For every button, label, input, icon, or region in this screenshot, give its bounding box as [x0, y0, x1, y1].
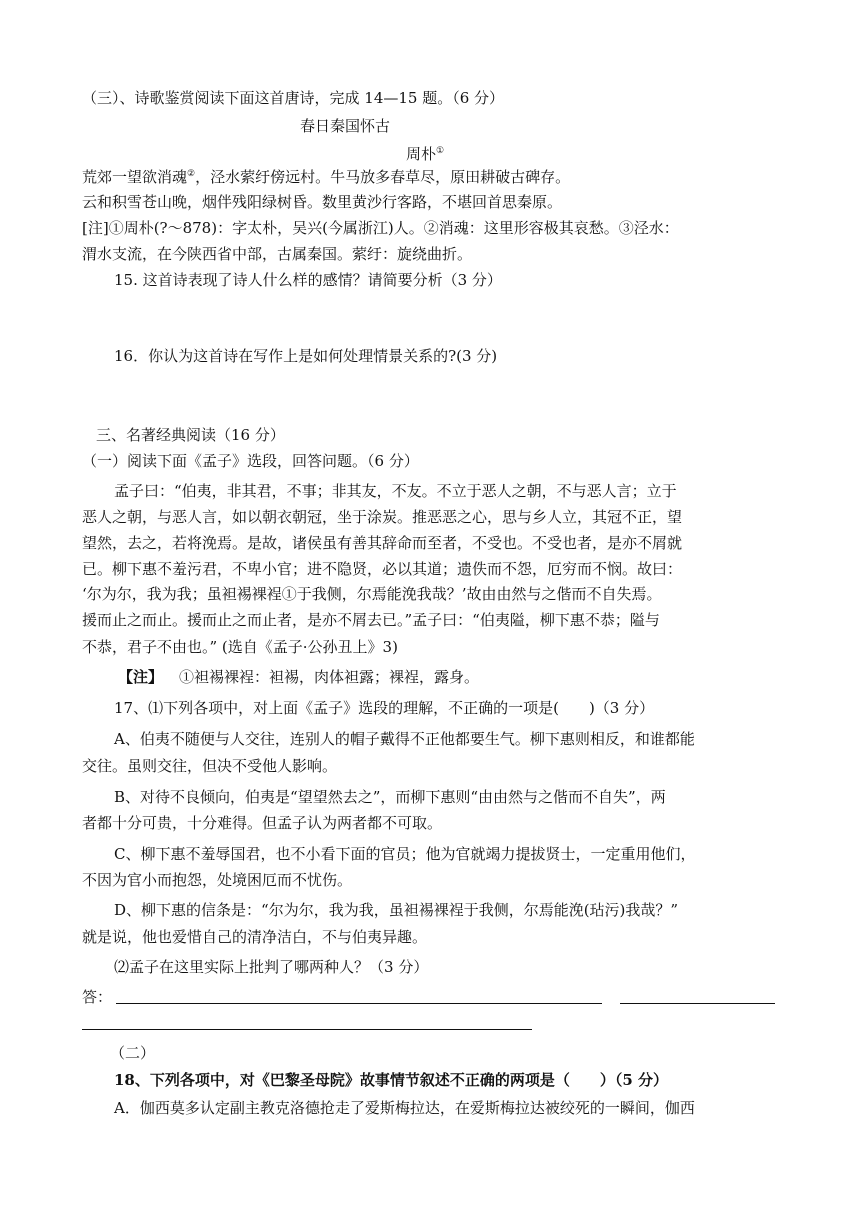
option-d-line-2: 就是说，他也爱惜自己的清净洁白，不与伯夷异趣。: [82, 928, 428, 946]
classics-sub-2: （二）: [110, 1044, 156, 1062]
poem-note-line-1: [注]①周朴(?～878)：字太朴，吴兴(今属浙江)人。②消魂：这里形容极其哀愁。③泾水：: [82, 219, 679, 237]
passage-line: 孟子曰：“伯夷，非其君，不事；非其友，不友。不立于恶人之朝，不与恶人言；立于: [114, 482, 677, 500]
poem-note-line-2: 渭水支流，在今陕西省中部，古属秦国。萦纡：旋绕曲折。: [82, 245, 473, 263]
option-b-line-1: B、对待不良倾向，伯夷是“望望然去之”，而柳下惠则“由由然与之偕而不自失”，两: [114, 788, 666, 806]
passage-line: 已。柳下惠不羞污君，不卑小官；进不隐贤，必以其道；遗佚而不怨，厄穷而不悯。故曰：: [82, 560, 683, 578]
poem-line-1-b: ，泾水萦纡傍远村。牛马放多春草尽，原田耕破古碑存。: [195, 168, 571, 186]
question-17-2: ⑵孟子在这里实际上批判了哪两种人？（3 分）: [114, 958, 429, 976]
poem-section-heading: （三）、诗歌鉴赏阅读下面这首唐诗，完成 14—15 题。（6 分）: [82, 89, 505, 107]
poem-title: 春日秦国怀古: [300, 117, 391, 135]
passage-line: 望然，去之，若将浼焉。是故，诸侯虽有善其辞命而至者，不受也。不受也者，是亦不屑就: [82, 534, 683, 552]
note-label: 【注】: [118, 668, 164, 686]
classics-section-heading: 三、名著经典阅读（16 分）: [96, 426, 285, 444]
classics-sub-1: （一）阅读下面《孟子》选段，回答问题。（6 分）: [82, 452, 419, 470]
poem-author: [406, 141, 444, 164]
passage-note: [118, 667, 479, 687]
option-a-line-2: 交往。虽则交往，但决不受他人影响。: [82, 757, 338, 775]
poem-line-1-a: 荒郊一望欲消魂: [82, 168, 188, 186]
passage-line: 援而止之而止。援而止之而止者，是亦不屑去已。”孟子曰：“伯夷隘，柳下惠不恭；隘与: [82, 611, 660, 629]
option-c-line-1: C、柳下惠不羞辱国君，也不小看下面的官员；他为官就竭力提拔贤士，一定重用他们，: [114, 845, 696, 863]
question-17-1: 17、⑴下列各项中，对上面《孟子》选段的理解，不正确的一项是( )（3 分）: [114, 699, 655, 717]
passage-line: 恶人之朝，与恶人言，如以朝衣朝冠，坐于涂炭。推恶恶之心，思与乡人立，其冠不正，望: [82, 508, 683, 526]
option-b-line-2: 者都十分可贵，十分难得。但孟子认为两者都不可取。: [82, 814, 443, 832]
question-15: 15. 这首诗表现了诗人什么样的感情？请简要分析（3 分）: [114, 271, 502, 289]
option-a-line-1: A、伯夷不随便与人交往，连别人的帽子戴得不正他都要生气。柳下惠则相反，和谁都能: [114, 730, 695, 748]
poem-line-1: [82, 164, 570, 187]
poem-line-2: 云和积雪苍山晚，烟伴残阳绿树昏。数里黄沙行客路，不堪回首思秦原。: [82, 193, 563, 211]
answer-line[interactable]: [620, 1003, 775, 1004]
question-16: 16．你认为这首诗在写作上是如何处理情景关系的?(3 分): [114, 347, 498, 365]
poem-author-name: 周朴: [406, 145, 437, 163]
option-c-line-2: 不因为官小而抱怨，处境困厄而不忧伤。: [82, 871, 353, 889]
footnote-mark: ②: [187, 169, 196, 179]
question-18-option-a: A．伽西莫多认定副主教克洛德抢走了爱斯梅拉达，在爱斯梅拉达被绞死的一瞬间，伽西: [114, 1099, 695, 1117]
option-d-line-1: D、柳下惠的信条是：“尔为尔，我为我，虽袒裼裸裎于我侧，尔焉能浼(玷污)我哉？”: [114, 901, 679, 919]
note-text: ①袒裼裸裎：袒裼，肉体袒露；裸裎，露身。: [179, 668, 480, 686]
passage-line: ‘尔为尔，我为我；虽袒裼裸裎①于我侧，尔焉能浼我哉？’故由由然与之偕而不自失焉。: [82, 585, 662, 603]
passage-line: 不恭，君子不由也。” (选自《孟子·公孙丑上》3): [82, 638, 398, 656]
answer-line[interactable]: [116, 1003, 602, 1004]
footnote-mark: ①: [436, 146, 445, 156]
answer-label: 答：: [82, 988, 113, 1006]
question-18: 18、下列各项中，对《巴黎圣母院》故事情节叙述不正确的两项是（ ）（5 分）: [114, 1071, 669, 1089]
answer-line[interactable]: [82, 1029, 532, 1030]
